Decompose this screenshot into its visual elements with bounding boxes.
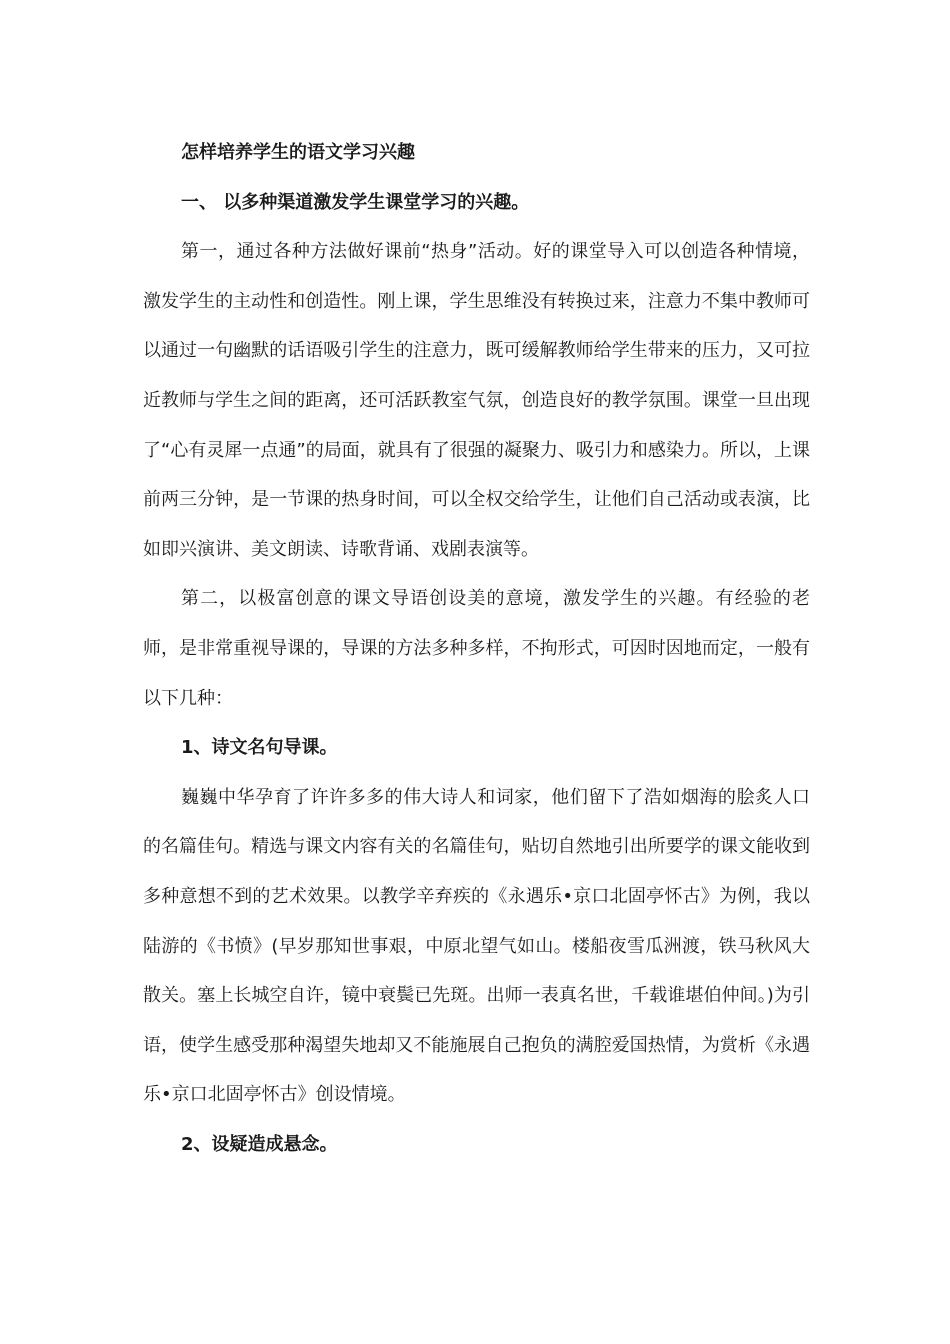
paragraph: 第一，通过各种方法做好课前“热身”活动。好的课堂导入可以创造各种情境，激发学生的主动性和创造性。刚上课，学生思维没有转换过来，注意力不集中教师可以通过一句幽默的话语吸引学生的注意力，既可缓解教师给学生带来的压力，又可拉近教师与学生之间的距离，还可活跃教室气氛，创造良好的教学氛围。课堂一旦出现了“心有灵犀一点通”的局面，就具有了很强的凝聚力、吸引力和感染力。所以，上课前两三分钟，是一节课的热身时间，可以全权交给学生，让他们自己活动或表演，比如即兴演讲、美文朗读、诗歌背诵、戏剧表演等。 <box>143 241 810 560</box>
subsection-heading: 2、设疑造成悬念。 <box>181 1133 338 1155</box>
document-body <box>143 128 810 1169</box>
subsection-heading: 1、诗文名句导课。 <box>181 737 338 759</box>
paragraph: 巍巍中华孕育了许许多多的伟大诗人和词家，他们留下了浩如烟海的脍炙人口的名篇佳句。精选与课文内容有关的名篇佳句，贴切自然地引出所要学的课文能收到多种意想不到的艺术效果。以教学辛弃疾的《永遇乐•京口北固亭怀古》为例，我以陆游的《书愤》(早岁那知世事艰，中原北望气如山。楼船夜雪瓜洲渡，铁马秋风大散关。塞上长城空自许，镜中衰鬓已先斑。出师一表真名世，千载谁堪伯仲间。)为引语，使学生感受那种渴望失地却又不能施展自己抱负的满腔爱国热情，为赏析《永遇乐•京口北固亭怀古》创设情境。 <box>143 786 810 1106</box>
document-title: 怎样培养学生的语文学习兴趣 <box>181 142 415 163</box>
section-heading: 一、 以多种渠道激发学生课堂学习的兴趣。 <box>181 191 530 213</box>
paragraph: 第二，以极富创意的课文导语创设美的意境，激发学生的兴趣。有经验的老师，是非常重视导课的，导课的方法多种多样，不拘形式，可因时因地而定，一般有以下几种： <box>143 588 810 709</box>
